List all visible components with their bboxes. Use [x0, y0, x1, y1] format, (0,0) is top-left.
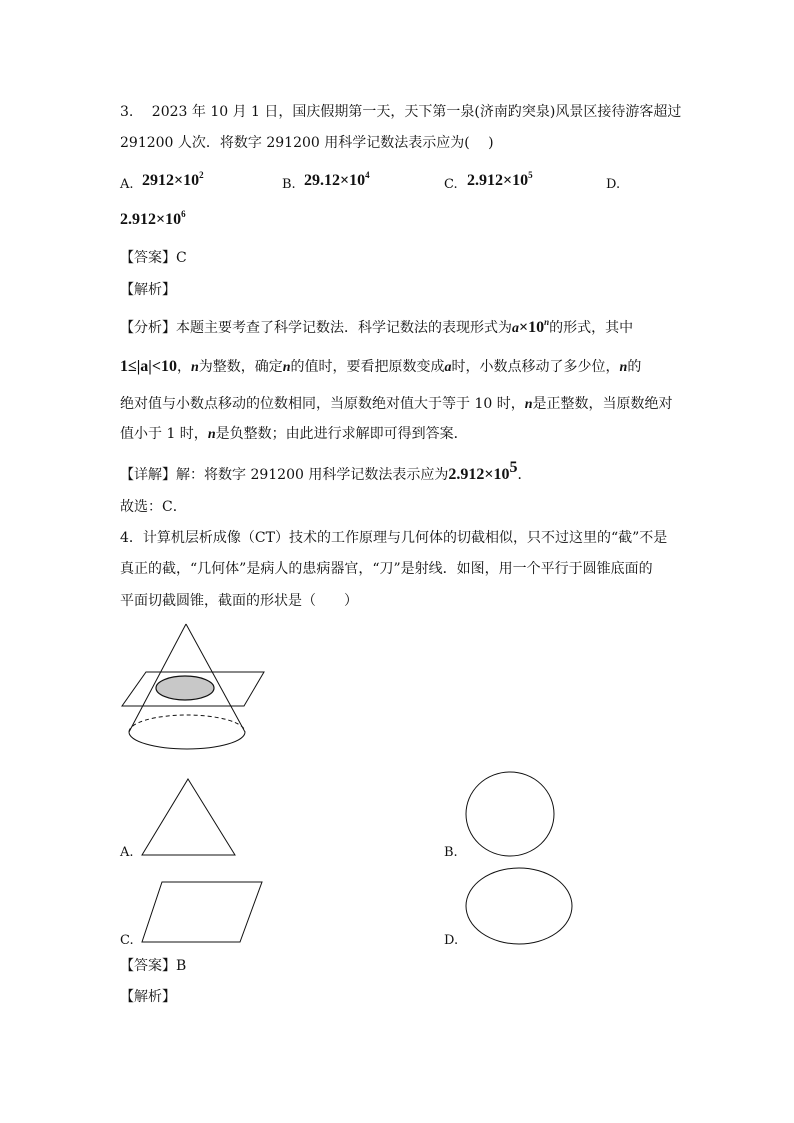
- q3-option-a-value: $2912\times 10^2$: [142, 170, 204, 189]
- q3-option-b-label: B.: [282, 177, 296, 192]
- q3-condition-line: 1≤|a|<10，n为整数，确定n的值时，要看把原数变成a时，小数点移动了多少位，n的: [120, 358, 642, 375]
- q3-line-c: 绝对值与小数点移动的位数相同，当原数绝对值大于等于 10 时，n是正整数，当原数绝对: [120, 396, 673, 412]
- q4-option-d-ellipse: [465, 867, 575, 947]
- q3-choose: 故选：C．: [120, 499, 187, 515]
- q4-line-1: 4．计算机层析成像（CT）技术的工作原理与几何体的切截相似，只不过这里的“截”不是: [120, 530, 668, 546]
- q3-option-d-value: $2.912\times 10^6$: [120, 209, 186, 228]
- q3-option-b-value: $29.12\times 10^4$: [304, 170, 370, 189]
- q4-option-a-label: A.: [120, 845, 134, 860]
- q3-line-d: 值小于 1 时，n是负整数；由此进行求解即可得到答案．: [120, 426, 468, 442]
- q3-option-c-value: $2.912\times 10^5$: [467, 170, 533, 189]
- q4-option-b-circle: [465, 771, 557, 857]
- q3-line-1: 3. 2023 年 10 月 1 日，国庆假期第一天，天下第一泉(济南趵突泉)风景区接待游客超过: [120, 104, 682, 120]
- q4-option-c-label: C.: [120, 933, 134, 948]
- q3-option-a-label: A.: [120, 177, 134, 192]
- q3-option-d-label: D.: [606, 177, 621, 192]
- q4-option-b-label: B.: [444, 845, 458, 860]
- q4-analysis-title: 【解析】: [120, 989, 176, 1005]
- q4-option-d-label: D.: [444, 933, 459, 948]
- q4-answer: 【答案】B: [120, 958, 187, 974]
- q3-line-2: 291200 人次．将数字 291200 用科学记数法表示应为( ): [120, 135, 494, 151]
- q4-option-a-triangle: [140, 777, 240, 857]
- cone-section-figure: [118, 620, 278, 760]
- q3-option-c-label: C.: [444, 177, 458, 192]
- q4-line-3: 平面切截圆锥，截面的形状是（ ）: [120, 593, 358, 609]
- q4-option-c-parallelogram: [140, 880, 266, 944]
- q3-detail-line: 【详解】解：将数字 291200 用科学记数法表示应为$2.912\times 10^5$．: [120, 459, 532, 483]
- q4-line-2: 真正的截，“几何体”是病人的患病器官，“刀”是射线．如图，用一个平行于圆锥底面的: [120, 561, 653, 577]
- q3-fenxi-line: 【分析】本题主要考查了科学记数法．科学记数法的表现形式为$a\times 10^n$的形式，其中: [120, 317, 634, 336]
- q3-analysis-title: 【解析】: [120, 282, 176, 298]
- q3-answer: 【答案】C: [120, 250, 187, 266]
